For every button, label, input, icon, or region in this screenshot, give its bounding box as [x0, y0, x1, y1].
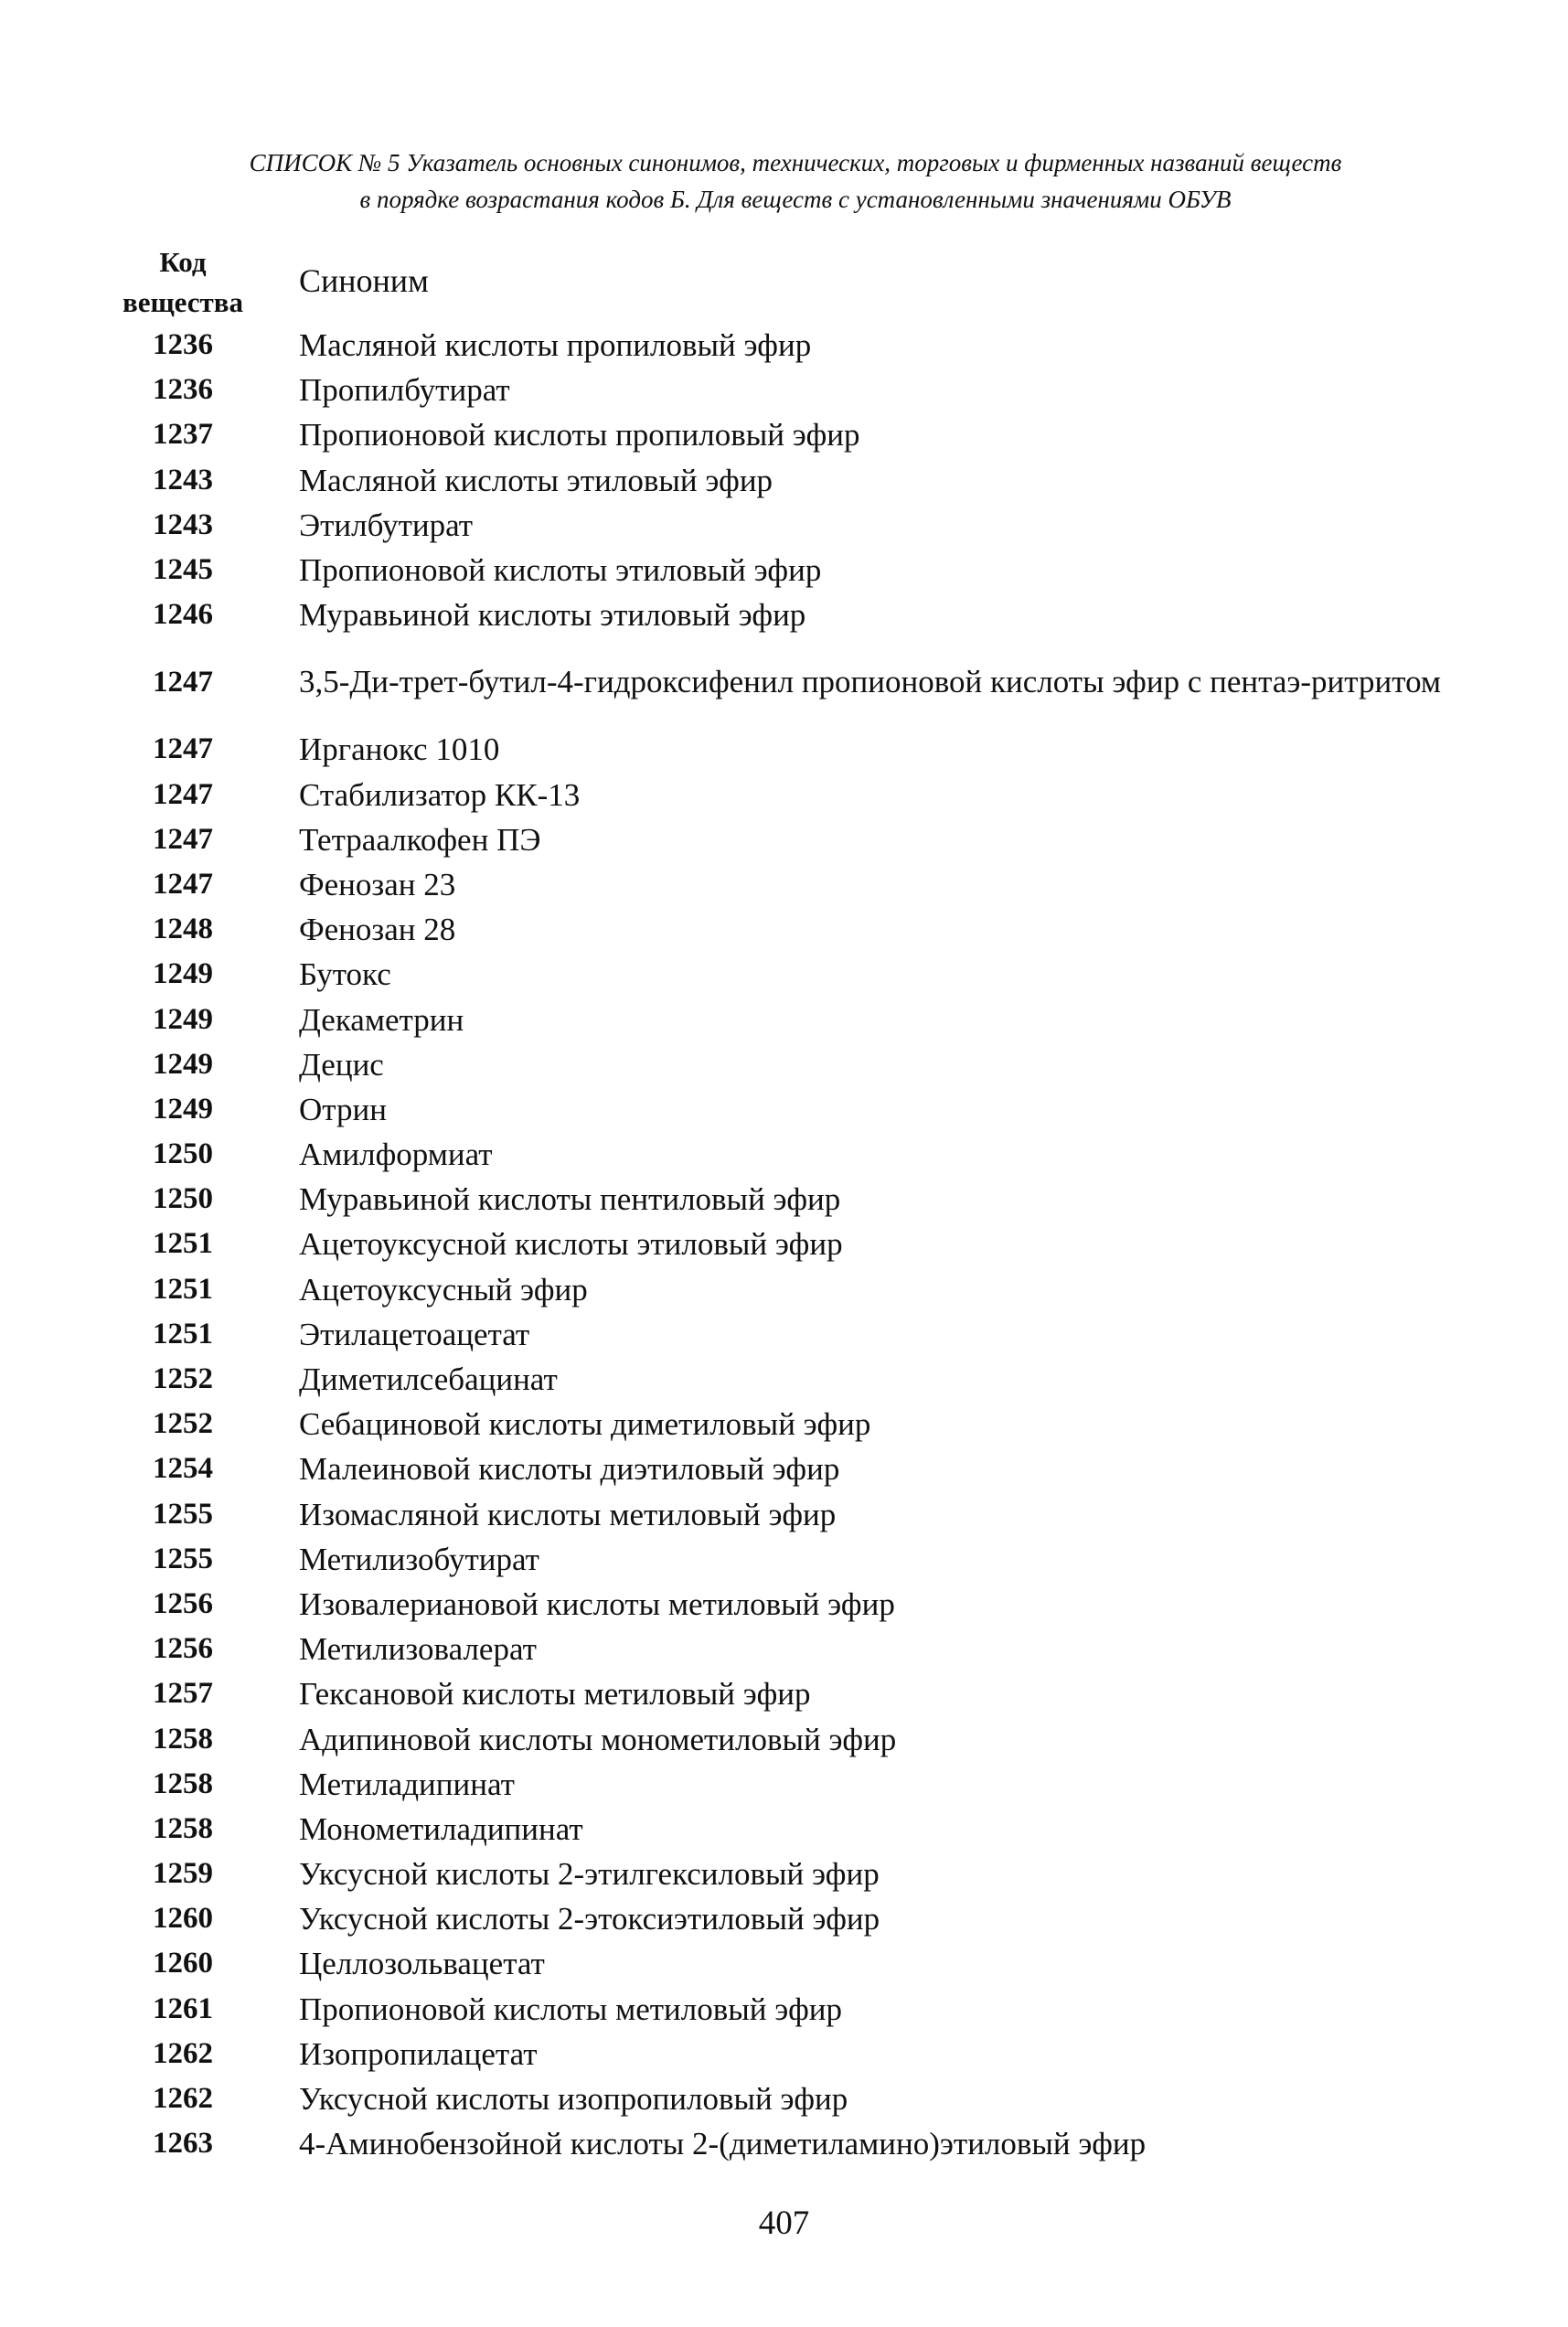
synonym-text: Декаметрин: [299, 1001, 464, 1038]
substance-code: 1243: [153, 463, 213, 496]
substance-code: 1260: [153, 1902, 213, 1936]
substance-code: 1247: [153, 822, 213, 856]
synonym-text: Уксусной кислоты изопропиловый эфир: [299, 2081, 848, 2118]
table-row: [0, 1582, 1568, 1627]
synonym-text: Масляной кислоты этиловый эфир: [299, 462, 773, 498]
substance-code: 1249: [153, 1092, 213, 1126]
column-header-code-line-2: вещества: [122, 286, 244, 318]
substance-code: 1249: [153, 1047, 213, 1081]
synonym-text: Пропилбутират: [299, 372, 510, 409]
table-row: [0, 368, 1568, 412]
synonym-text: Метилизобутират: [299, 1541, 539, 1577]
table-row: [0, 2076, 1568, 2121]
page-number: 407: [758, 2204, 810, 2242]
table-row: [0, 907, 1568, 952]
substance-code: 1256: [153, 1632, 213, 1666]
synonym-text: Фенозан 23: [299, 866, 456, 902]
substance-code: 1246: [153, 598, 213, 632]
substance-code: 1263: [153, 2127, 213, 2161]
table-row: [0, 1671, 1568, 1716]
synonym-text: Тетраалкофен ПЭ: [299, 821, 541, 858]
synonym-text: Пропионовой кислоты пропиловый эфир: [299, 417, 860, 454]
table-row: [0, 503, 1568, 548]
synonym-text: Целлозольвацетат: [299, 1946, 545, 1982]
table-row: [0, 323, 1568, 368]
table-row: [0, 1357, 1568, 1402]
table-row: [0, 1537, 1568, 1582]
synonym-text: 3,5-Ди-трет-бутил-4-гидроксифенил пропионовой кислоты эфир с пентаэ-ритритом: [299, 664, 1442, 700]
synonym-text: Ацетоуксусной кислоты этиловый эфир: [299, 1226, 843, 1263]
table-row: [0, 1312, 1568, 1357]
column-header-code-line-1: Код: [159, 246, 207, 278]
synonym-text: Пропионовой кислоты метиловый эфир: [299, 1991, 842, 2027]
table-row: [0, 817, 1568, 862]
list-header: [119, 144, 1472, 218]
table-row: [0, 1402, 1568, 1446]
table-row: [0, 458, 1568, 503]
synonym-text: Ирганокс 1010: [299, 731, 500, 768]
table-row: [0, 2121, 1568, 2166]
substance-code: 1252: [153, 1407, 213, 1441]
table-row: [0, 1987, 1568, 2032]
synonym-text: Диметилсебацинат: [299, 1361, 558, 1398]
substance-code: 1255: [153, 1497, 213, 1531]
substance-code: 1250: [153, 1182, 213, 1216]
table-row: [0, 1446, 1568, 1491]
header-line-1: СПИСОК № 5 Указатель основных синонимов, технических, торговых и фирменных названий веществ: [249, 149, 1342, 176]
table-row: [0, 637, 1568, 727]
substance-code: 1247: [153, 732, 213, 766]
synonym-text: Монометиладипинат: [299, 1810, 583, 1847]
synonym-text: Ацетоуксусный эфир: [299, 1271, 588, 1308]
table-row: [0, 1852, 1568, 1896]
table-row: [0, 592, 1568, 637]
substance-code: 1261: [153, 1991, 213, 2025]
substance-code: 1254: [153, 1452, 213, 1486]
substance-code: 1252: [153, 1362, 213, 1396]
synonym-text: Муравьиной кислоты этиловый эфир: [299, 597, 806, 634]
substance-code: 1248: [153, 913, 213, 946]
table-row: [0, 1267, 1568, 1312]
synonym-text: Пропионовой кислоты этиловый эфир: [299, 552, 822, 589]
substance-code: 1237: [153, 418, 213, 452]
substance-code: 1258: [153, 1722, 213, 1756]
table-row: [0, 1492, 1568, 1537]
table-row: [0, 1627, 1568, 1671]
header-line-2: в порядке возрастания кодов Б. Для веществ с установленными значениями ОБУВ: [359, 186, 1232, 213]
synonym-text: Этилацетоацетат: [299, 1316, 530, 1352]
substance-code: 1257: [153, 1677, 213, 1711]
synonym-text: Гексановой кислоты метиловый эфир: [299, 1676, 811, 1713]
table-row: [0, 862, 1568, 907]
substance-code: 1258: [153, 1811, 213, 1845]
substance-code: 1243: [153, 507, 213, 541]
substance-code: 1249: [153, 1002, 213, 1036]
synonym-text: Бутокс: [299, 956, 391, 993]
table-row: [0, 1716, 1568, 1761]
table-row: [0, 1896, 1568, 1941]
table-row: [0, 1132, 1568, 1177]
substance-code: 1251: [153, 1227, 213, 1261]
synonym-table: [0, 323, 1568, 2166]
synonym-text: 4-Аминобензойной кислоты 2-(диметиламино)этиловый эфир: [299, 2126, 1147, 2162]
synonym-text: Себациновой кислоты диметиловый эфир: [299, 1406, 871, 1443]
table-row: [0, 1177, 1568, 1222]
table-row: [0, 1941, 1568, 1986]
table-row: [0, 1762, 1568, 1807]
table-row: [0, 773, 1568, 817]
synonym-text: Изомасляной кислоты метиловый эфир: [299, 1496, 837, 1532]
substance-code: 1255: [153, 1542, 213, 1575]
table-row: [0, 1222, 1568, 1266]
substance-code: 1247: [153, 665, 213, 699]
table-row: [0, 952, 1568, 997]
table-row: [0, 1087, 1568, 1132]
synonym-text: Муравьиной кислоты пентиловый эфир: [299, 1181, 841, 1218]
synonym-text: Метиладипинат: [299, 1766, 515, 1802]
synonym-text: Стабилизатор КК-13: [299, 776, 581, 813]
synonym-text: Адипиновой кислоты монометиловый эфир: [299, 1721, 897, 1757]
synonym-text: Децис: [299, 1046, 384, 1083]
synonym-text: Уксусной кислоты 2-этоксиэтиловый эфир: [299, 1901, 880, 1937]
substance-code: 1251: [153, 1317, 213, 1350]
synonym-text: Этилбутират: [299, 507, 474, 543]
synonym-text: Малеиновой кислоты диэтиловый эфир: [299, 1451, 840, 1488]
column-header-synonym: Синоним: [299, 262, 429, 299]
substance-code: 1251: [153, 1272, 213, 1306]
synonym-text: Уксусной кислоты 2-этилгексиловый эфир: [299, 1856, 880, 1893]
substance-code: 1245: [153, 553, 213, 587]
table-row: [0, 1042, 1568, 1087]
synonym-text: Отрин: [299, 1091, 387, 1127]
substance-code: 1236: [153, 328, 213, 362]
column-header-code: [101, 242, 265, 323]
table-row: [0, 727, 1568, 772]
substance-code: 1256: [153, 1586, 213, 1620]
table-row: [0, 548, 1568, 592]
synonym-text: Масляной кислоты пропиловый эфир: [299, 327, 812, 364]
synonym-text: Изовалериановой кислоты метиловый эфир: [299, 1585, 895, 1622]
substance-code: 1262: [153, 2082, 213, 2116]
synonym-text: Амилформиат: [299, 1137, 493, 1173]
substance-code: 1260: [153, 1947, 213, 1980]
substance-code: 1247: [153, 867, 213, 901]
substance-code: 1249: [153, 957, 213, 991]
synonym-text: Изопропилацетат: [299, 2035, 538, 2072]
table-row: [0, 1807, 1568, 1852]
substance-code: 1236: [153, 373, 213, 407]
table-row: [0, 2032, 1568, 2076]
substance-code: 1247: [153, 777, 213, 811]
substance-code: 1262: [153, 2036, 213, 2070]
substance-code: 1258: [153, 1767, 213, 1800]
table-row: [0, 997, 1568, 1041]
substance-code: 1250: [153, 1137, 213, 1171]
synonym-text: Метилизовалерат: [299, 1631, 537, 1668]
table-row: [0, 412, 1568, 457]
synonym-text: Фенозан 28: [299, 912, 456, 948]
substance-code: 1259: [153, 1857, 213, 1891]
